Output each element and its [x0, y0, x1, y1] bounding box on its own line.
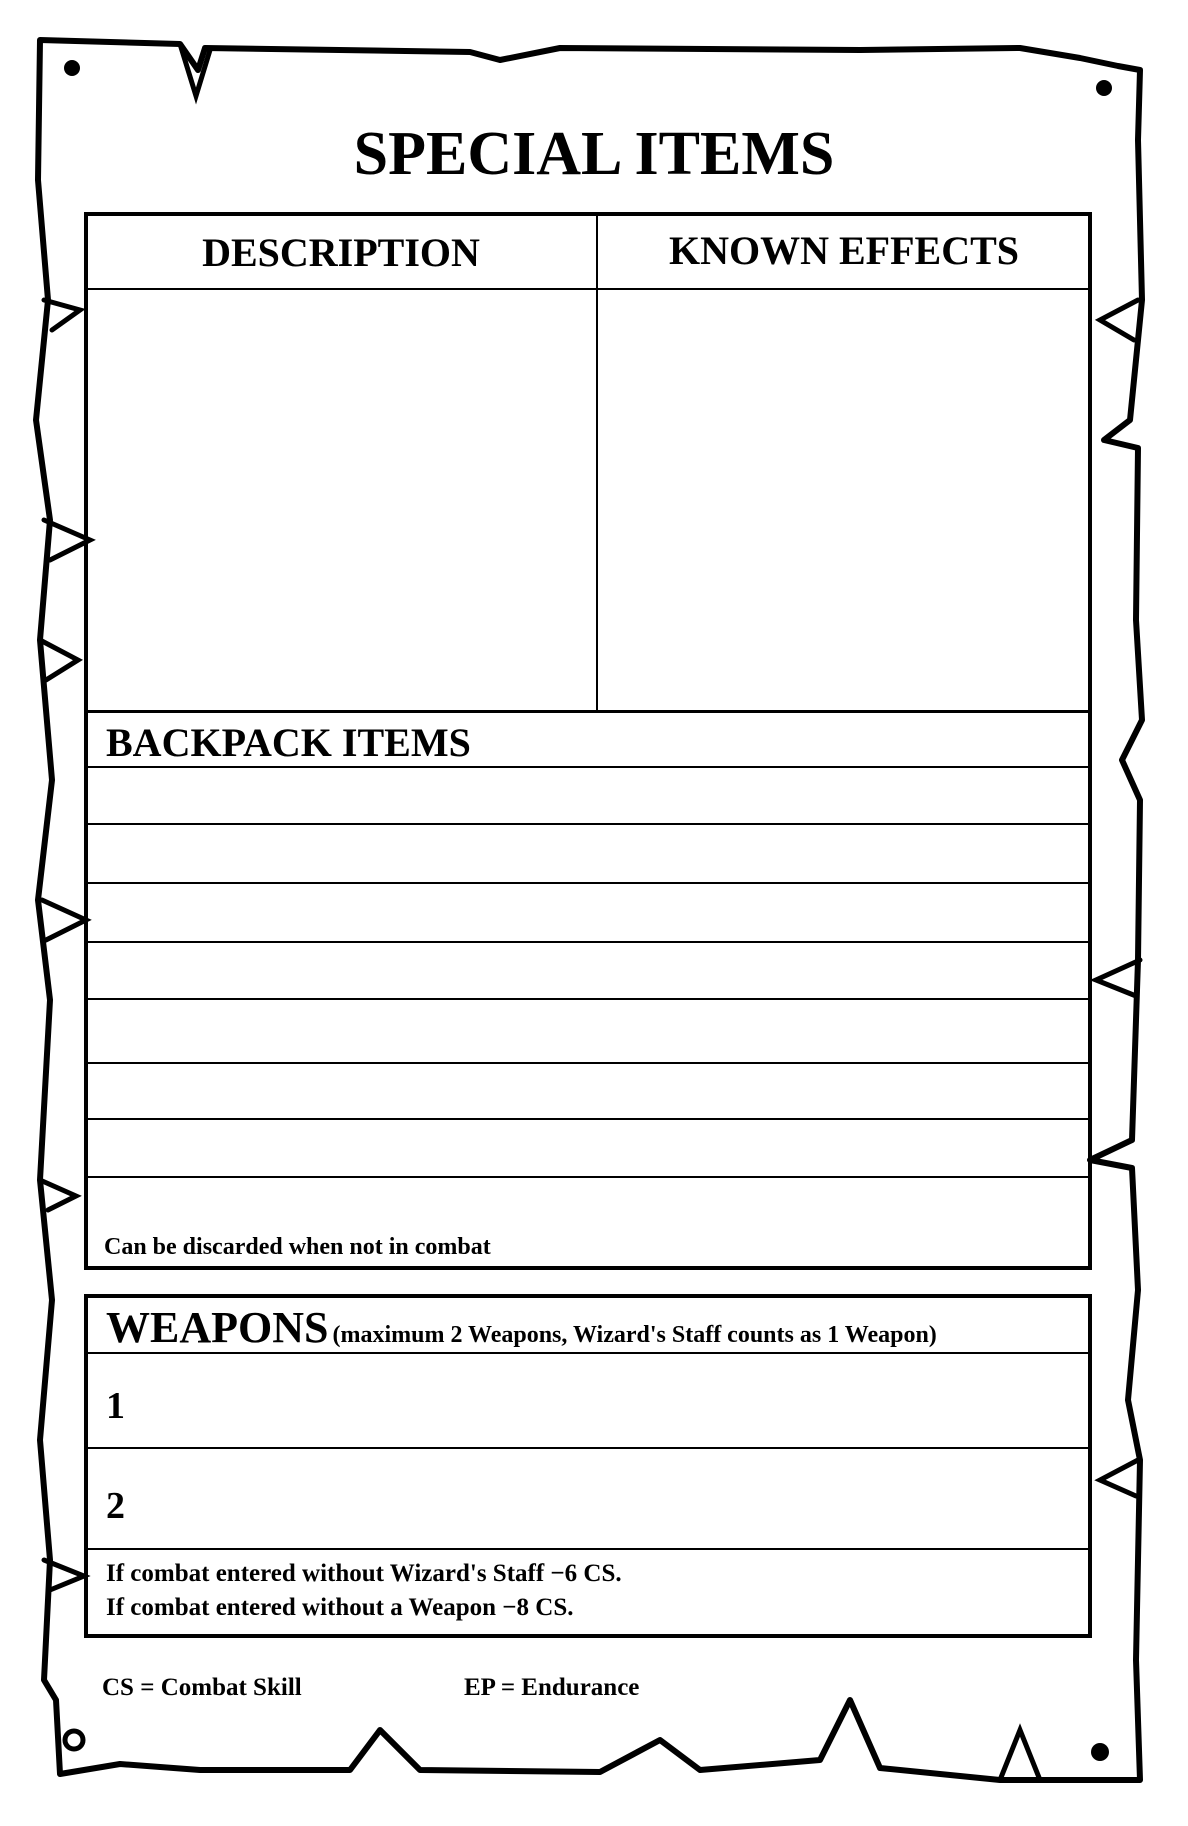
- backpack-slot[interactable]: [88, 1064, 1088, 1117]
- backpack-slot[interactable]: [88, 825, 1088, 881]
- weapon-slot-number: 2: [106, 1485, 125, 1527]
- weapon-slot-number: 1: [106, 1385, 125, 1427]
- backpack-top-divider: [86, 710, 1090, 713]
- weapon-slot-2[interactable]: [150, 1451, 1086, 1545]
- known-effects-writing-area[interactable]: [600, 292, 1088, 708]
- backpack-slot[interactable]: [88, 768, 1088, 822]
- description-column-header: DESCRIPTION: [202, 230, 480, 275]
- page-title: SPECIAL ITEMS: [353, 120, 835, 188]
- header-divider: [86, 288, 1090, 290]
- weapon-rules-divider: [86, 1548, 1090, 1550]
- weapon-rule-staff: If combat entered without Wizard's Staff −6 CS.: [106, 1560, 622, 1587]
- backpack-slot[interactable]: [88, 884, 1088, 940]
- backpack-slot[interactable]: [88, 1120, 1088, 1175]
- description-writing-area[interactable]: [88, 292, 594, 708]
- backpack-slot[interactable]: [88, 943, 1088, 997]
- backpack-slot[interactable]: [88, 1178, 1088, 1230]
- nail-hole-icon: [1096, 80, 1112, 96]
- weapons-header-divider: [86, 1352, 1090, 1354]
- backpack-note: Can be discarded when not in combat: [104, 1234, 491, 1260]
- legend-ep: EP = Endurance: [464, 1674, 640, 1701]
- weapons-heading-group: [106, 1302, 937, 1353]
- backpack-heading: BACKPACK ITEMS: [106, 720, 471, 765]
- weapons-subheading: (maximum 2 Weapons, Wizard's Staff counts as 1 Weapon): [332, 1322, 937, 1348]
- nail-hole-icon: [1091, 1743, 1109, 1761]
- weapon-slot-divider: [86, 1447, 1090, 1449]
- nail-hole-icon: [64, 60, 80, 76]
- legend-cs: CS = Combat Skill: [102, 1674, 302, 1701]
- known-effects-column-header: KNOWN EFFECTS: [668, 228, 1020, 273]
- weapons-heading: WEAPONS: [106, 1303, 329, 1352]
- weapon-slot-1[interactable]: [150, 1356, 1086, 1444]
- weapon-rule-weapon: If combat entered without a Weapon −8 CS.: [106, 1594, 574, 1621]
- backpack-slot[interactable]: [88, 1000, 1088, 1061]
- column-divider: [596, 214, 598, 710]
- nail-hole-icon: [65, 1731, 83, 1749]
